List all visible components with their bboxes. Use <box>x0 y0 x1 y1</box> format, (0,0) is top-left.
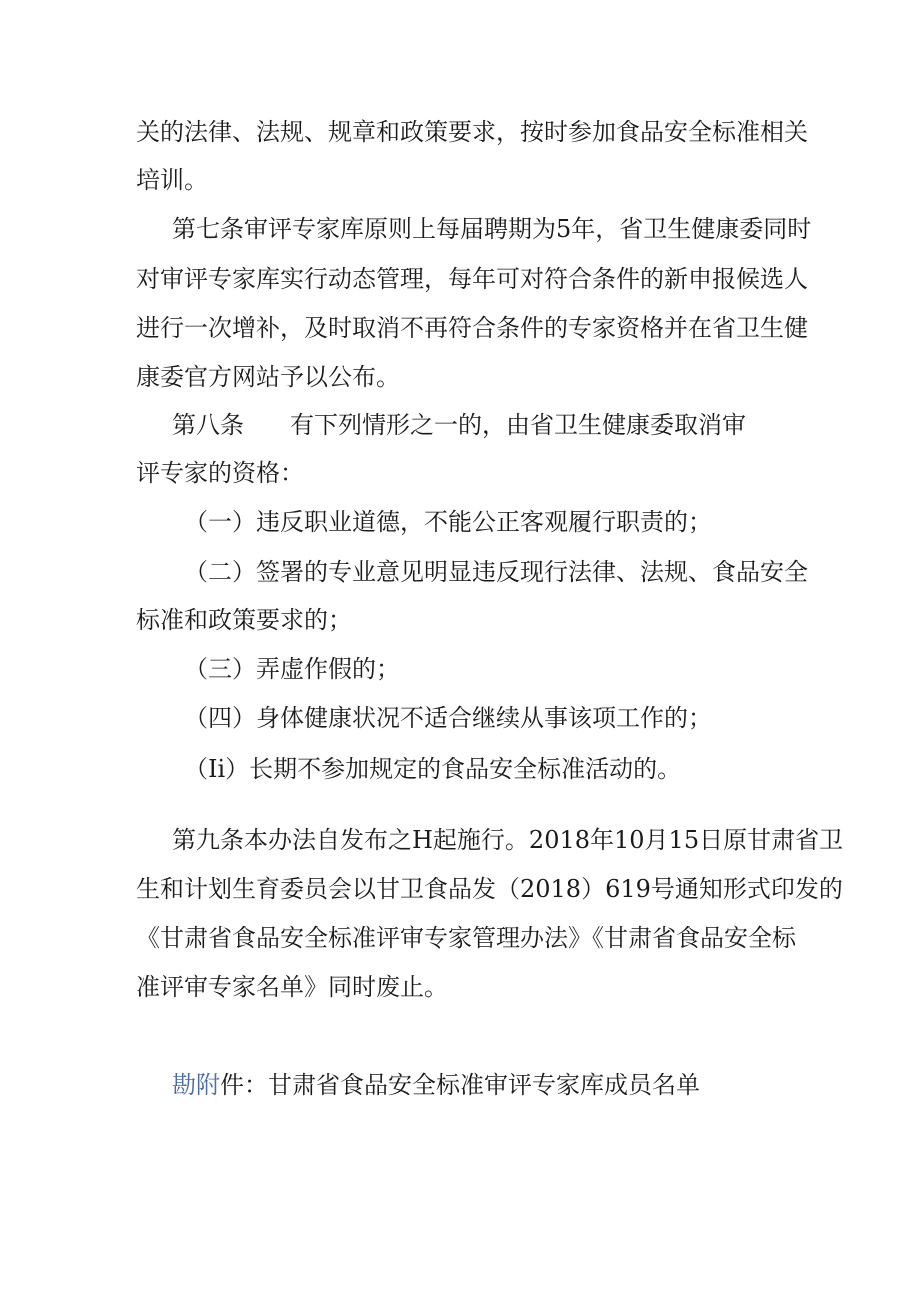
article7-line4: 康委官方网站予以公布。 <box>136 363 400 391</box>
article7-line1: 第七条审评专家库原则上每届聘期为5年，省卫生健康委同时 <box>172 215 812 243</box>
article8-item3: （三）弄虚作假的； <box>184 655 400 683</box>
article6-line2: 培训。 <box>136 166 208 194</box>
attachment-line <box>172 1068 700 1102</box>
article8-item2-line1: （二）签署的专业意见明显违反现行法律、法规、食品安全 <box>184 558 808 586</box>
article7-line3: 进行一次增补，及时取消不再符合条件的专家资格并在省卫生健 <box>136 314 808 342</box>
article9-line1: 第九条本办法自发布之H起施行。2018年10月15日原甘肃省卫 <box>172 826 844 854</box>
article8-text: 有下列情形之一的，由省卫生健康委取消审 <box>290 411 746 439</box>
article8-item2-line2: 标准和政策要求的； <box>136 606 352 634</box>
article9-line2: 生和计划生育委员会以甘卫食品发（2018）619号通知形式印发的 <box>136 875 843 903</box>
article8-item5: （Ii）长期不参加规定的食品安全标准活动的。 <box>184 755 682 783</box>
article8-item4: （四）身体健康状况不适合继续从事该项工作的； <box>184 704 712 732</box>
article8-heading: 第八条 <box>172 411 244 439</box>
article8-item1: （一）违反职业道德，不能公正客观履行职责的； <box>184 508 712 536</box>
article9-line3: 《甘肃省食品安全标准评审专家管理办法》《甘肃省食品安全标 <box>136 924 796 952</box>
attachment-prefix: 勘附 <box>172 1071 220 1099</box>
article8-line2: 评专家的资格： <box>136 459 304 487</box>
article9-line4: 准评审专家名单》同时废止。 <box>136 973 448 1001</box>
article7-line2: 对审评专家库实行动态管理，每年可对符合条件的新申报候选人 <box>136 265 808 293</box>
attachment-text: 件：甘肃省食品安全标准审评专家库成员名单 <box>220 1071 700 1099</box>
article6-line1: 关的法律、法规、规章和政策要求，按时参加食品安全标准相关 <box>136 118 808 146</box>
